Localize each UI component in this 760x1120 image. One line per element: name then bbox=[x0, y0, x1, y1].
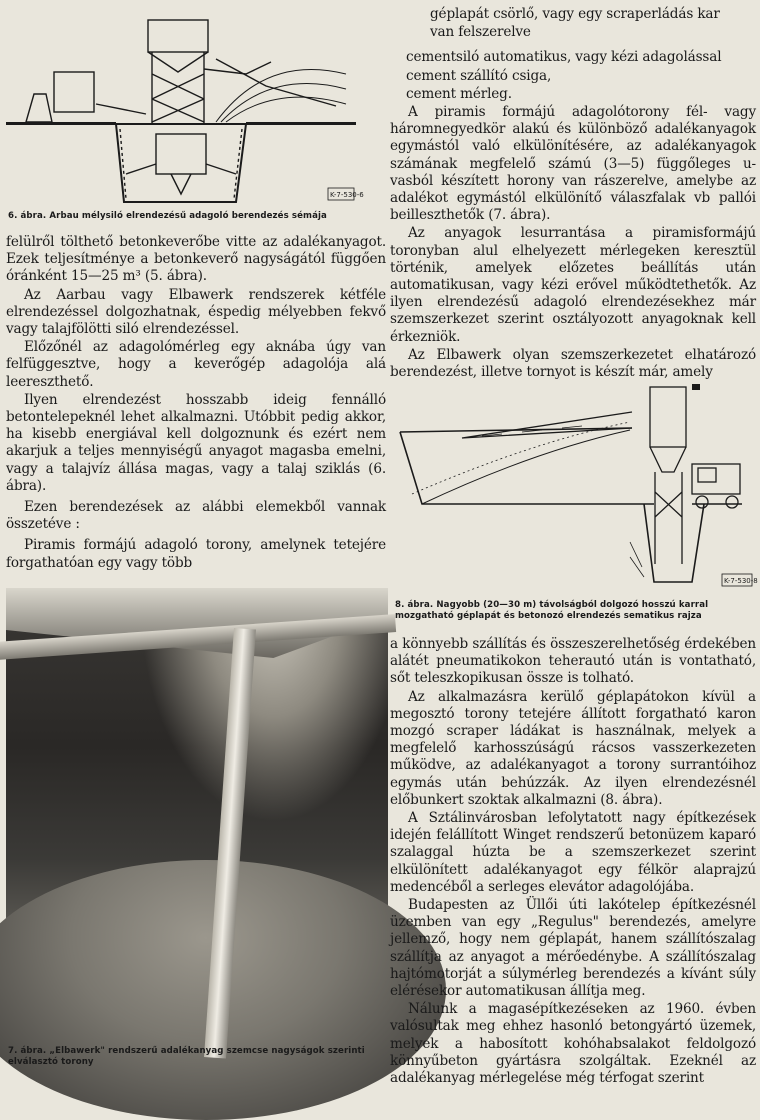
left-paragraph-5: Ezen berendezések az alábbi elemekből vannak összetéve : bbox=[6, 499, 386, 533]
figure-8-drawing bbox=[392, 382, 758, 592]
figure-6-drawing bbox=[6, 14, 364, 204]
right-paragraph-6: A Sztálinvárosban lefolytatott nagy építkezések idején felállított Winget rendszerű betonüzem kaparó szalaggal húzta be a szemszerkezet szerint elkülönített adalékanyagot egy félkör alaprajzú medencéből a serleges elevátor adagolójába. bbox=[390, 810, 756, 895]
right-column-top bbox=[390, 6, 756, 382]
right-line-2: van felszerelve bbox=[430, 24, 531, 41]
left-paragraph-1: felülről tölthető betonkeverőbe vitte az adalékanyagot. Ezek teljesítménye a betonkeverő nagyságától függően óránként 15—25 m³ (5. ábra). bbox=[6, 234, 386, 285]
figure-7-caption: 7. ábra. „Elbawerk" rendszerű adalékanyag szemcse nagyságok szerinti elválasztó torony bbox=[8, 1046, 365, 1067]
right-column-bottom bbox=[390, 636, 756, 1088]
figure-8-caption: 8. ábra. Nagyobb (20—30 m) távolságból dolgozó hosszú karral mozgatható géplapát és betonozó elrendezés sematikus rajza bbox=[395, 600, 709, 621]
right-line-5: cement mérleg. bbox=[406, 85, 512, 102]
left-paragraph-4: Ilyen elrendezést hosszabb ideig fennálló betontelepeknél lehet alkalmazni. Utóbbit pedig akkor, ha kisebb energiával kell dolgoznunk és ezért nem akarjuk a teljes mennyiségű anyagot magasba emelni, vagy a talajvíz állása magas, vagy a talaj sziklás (6. ábra). bbox=[6, 391, 386, 494]
figure-8-tag: K-7-530-8 bbox=[724, 577, 758, 585]
left-paragraph-3: Előzőnél az adagolómérleg egy aknába úgy van felfüggesztve, hogy a keverőgép adagolója alá leereszthető. bbox=[6, 339, 386, 390]
right-paragraph-4: a könnyebb szállítás és összeszerelhetőség érdekében alátét pneumatikokon teherautó után is vontatható, sőt teleszkopikusan össze is tolható. bbox=[390, 636, 756, 687]
right-paragraph-5: Az alkalmazásra kerülő géplapátokon kívül a megosztó torony tetejére állított forgatható karon mozgó scraper ládákat is használnak, melyek a megfelelő karhosszúságú rácsos vasszerkezeten működve, az adalékanyagot a torony surrantóihoz egymás után behúzzák. Az ilyen elrendezésnél előbunkert szoktak alkalmazni (8. ábra). bbox=[390, 688, 756, 808]
right-paragraph-7: Budapesten az Üllői úti lakótelep építkezésnél üzemben van egy „Regulus" berendezés, amelyre jellemző, hogy nem géplapát, hanem szállítószalag szállítja az anyagot a mérőedénybe. A szállítószalag hajtómotorját a súlymérleg berendezés a kívánt súly elérésekor automatikusan állítja meg. bbox=[390, 897, 756, 1000]
left-column bbox=[6, 234, 386, 573]
right-paragraph-1: A piramis formájú adagolótorony fél- vagy háromnegyedkör alakú és különböző adalékanyagok egymástól való elkülönítésére, az adalékanyagok számának megfelelő számú (3—5) függőleges u-vasból készített horony van rászerelve, amelybe az adalékot egymástól elkülönítő válaszfalak vb pallói beilleszthetők (7. ábra). bbox=[390, 104, 756, 224]
right-paragraph-8: Nálunk a magasépítkezéseken az 1960. évben valósultak meg ehhez hasonló betongyártó üzemek, melyek a habosított kohóhabsalakot feldolgozó könnyűbeton gyártásra szolgáltak. Ezeknél az adalékanyag mérlegelése még térfogat szerint bbox=[390, 1001, 756, 1087]
figure-7-photo bbox=[6, 588, 388, 1040]
right-paragraph-3: Az Elbawerk olyan szemszerkezetet elhatározó berendezést, illetve tornyot is készít már, amely bbox=[390, 346, 756, 381]
right-line-1: géplapát csörlő, vagy egy scraperládás kar bbox=[430, 6, 720, 22]
figure-6-tag: K-7-530-6 bbox=[330, 191, 364, 199]
right-line-4: cement szállító csiga, bbox=[406, 67, 552, 84]
left-paragraph-2: Az Aarbau vagy Elbawerk rendszerek kétféle elrendezéssel dolgozhatnak, éspedig mélyebben fekvő vagy talajfölötti siló elrendezéssel. bbox=[6, 286, 386, 338]
figure-6-caption: 6. ábra. Arbau mélysiló elrendezésű adagoló berendezés sémája bbox=[8, 211, 327, 221]
right-paragraph-2: Az anyagok lesurrantása a piramisformájú toronyban alul elhelyezett mérlegeken keresztül történik, amelyek előzetes beállítás után automatikusan, vagy kézi erővel működtethetők. Az ilyen elrendezésű adagoló elrendezésekhez már szemszerkezet szerint osztályozott anyagoknak kell érkezniök. bbox=[390, 225, 756, 345]
left-paragraph-6: Piramis formájú adagoló torony, amelynek tetejére forgathatóan egy vagy több bbox=[6, 537, 386, 571]
right-line-3: cementsiló automatikus, vagy kézi adagolással bbox=[406, 49, 722, 66]
